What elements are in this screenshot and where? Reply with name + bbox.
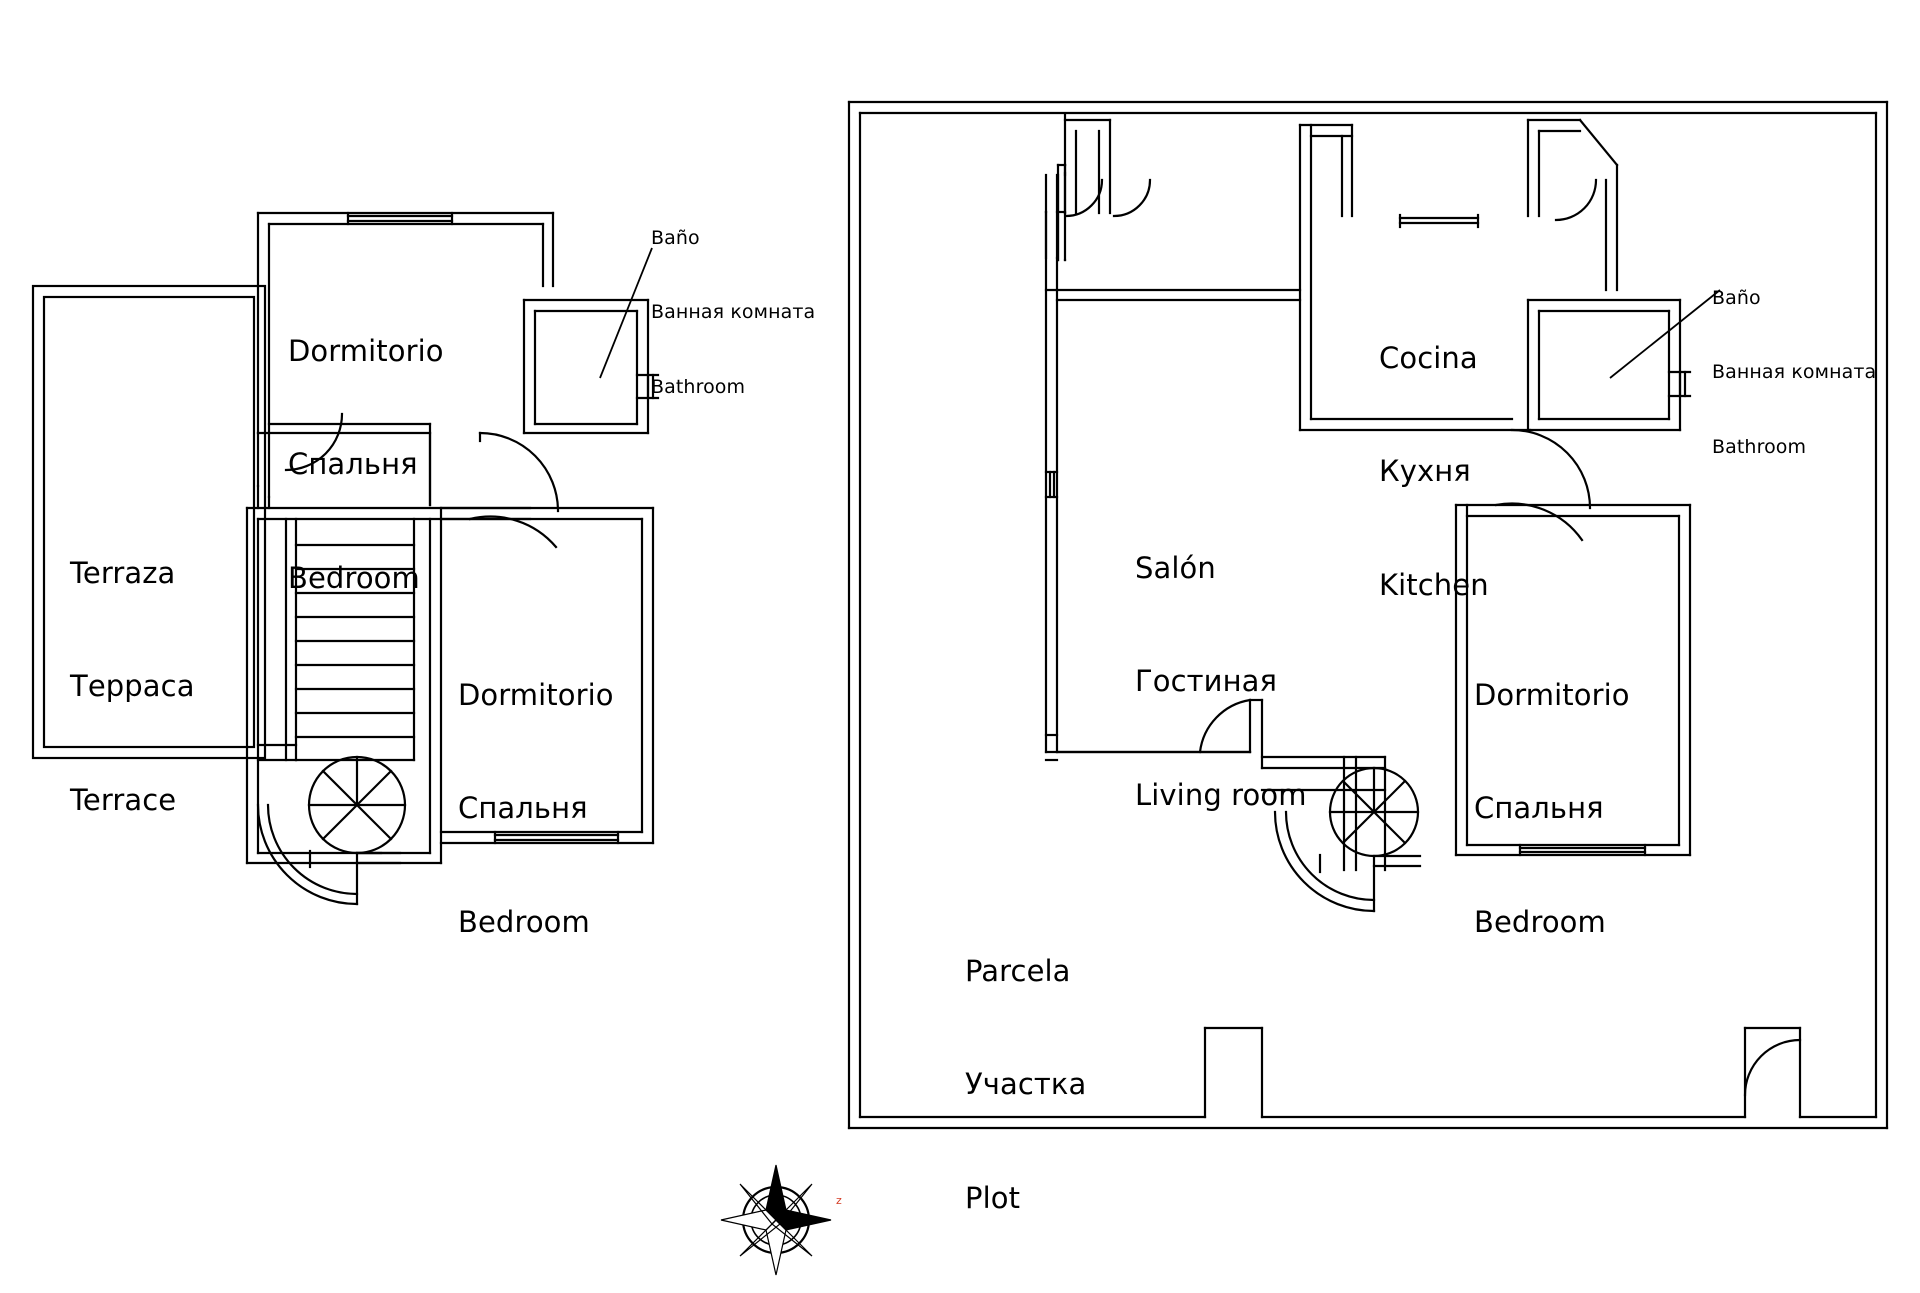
label-bathroom-ground: Baño Ванная комната Bathroom [1712,287,1877,458]
label-kitchen: Cocina Кухня Kitchen [1379,341,1489,602]
label-bedroom-upper-bottom: Dormitorio Спальня Bedroom [458,678,614,939]
ground-bathroom-leader [1610,290,1720,378]
label-bathroom-upper: Baño Ванная комната Bathroom [651,227,816,398]
label-living-room: Salón Гостиная Living room [1135,551,1307,812]
label-bedroom-ground: Dormitorio Спальня Bedroom [1474,678,1630,939]
compass-rose-icon [721,1165,842,1275]
compass-marker-letter: z [836,1194,842,1207]
label-plot: Parcela Участка Plot [965,954,1087,1215]
upper-bathroom-leader [600,248,652,378]
label-terrace: Terraza Терраса Terrace [70,556,195,817]
label-bedroom-upper-top: Dormitorio Спальня Bedroom [288,334,444,595]
